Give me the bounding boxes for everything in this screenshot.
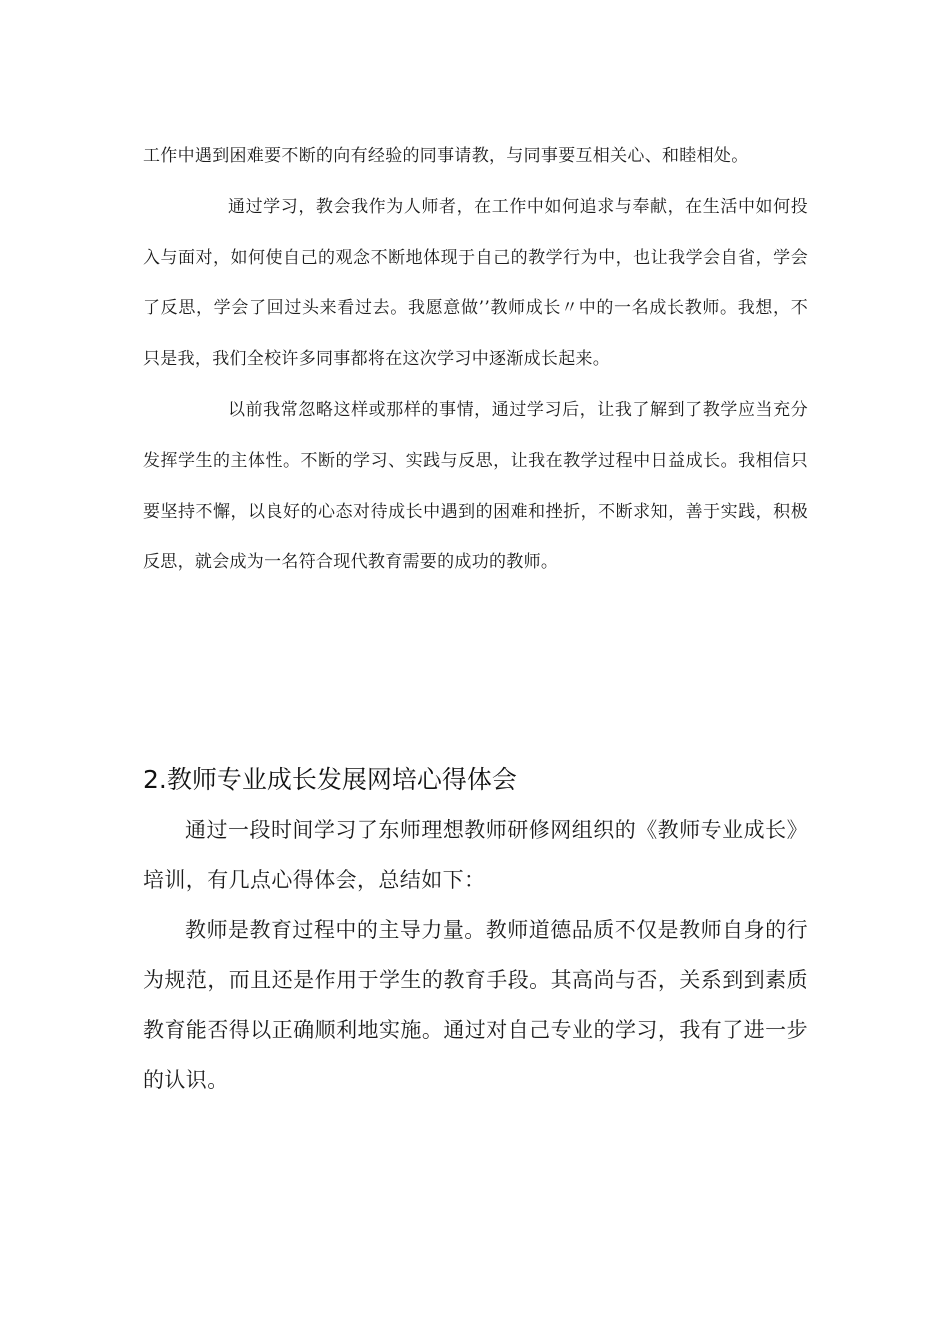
paragraph-teaching-growth: 以前我常忽略这样或那样的事情，通过学习后，让我了解到了教学应当充分发挥学生的主体性。不断的学习、实践与反思，让我在教学过程中日益成长。我相信只要坚持不懈，以良好的心态对待成长中遇到的困难和挫折，不断求知，善于实践，积极反思，就会成为一名符合现代教育需要的成功的教师。 xyxy=(143,399,808,573)
paragraph-teacher-ethics: 教师是教育过程中的主导力量。教师道德品质不仅是教师自身的行为规范，而且还是作用于学生的教育手段。其高尚与否，关系到到素质教育能否得以正确顺利地实施。通过对自己专业的学习，我有了进一步的认识。 xyxy=(143,918,808,1092)
paragraph-training-intro: 通过一段时间学习了东师理想教师研修网组织的《教师专业成长》培训，有几点心得体会，总结如下： xyxy=(143,818,808,892)
section-2-body xyxy=(143,805,808,1105)
paragraph-learning-reflection: 通过学习，教会我作为人师者，在工作中如何追求与奉献，在生活中如何投入与面对，如何使自己的观念不断地体现于自己的教学行为中，也让我学会自省，学会了反思，学会了回过头来看过去。我愿意做’’教师成长〃中的一名成长教师。我想，不只是我，我们全校许多同事都将在这次学习中逐渐成长起来。 xyxy=(143,196,808,370)
section-2-heading: 2.教师专业成长发展网培心得体会 xyxy=(143,765,517,794)
paragraph-continuation: 工作中遇到困难要不断的向有经验的同事请教，与同事要互相关心、和睦相处。 xyxy=(143,146,749,166)
section-1-body xyxy=(143,131,808,588)
